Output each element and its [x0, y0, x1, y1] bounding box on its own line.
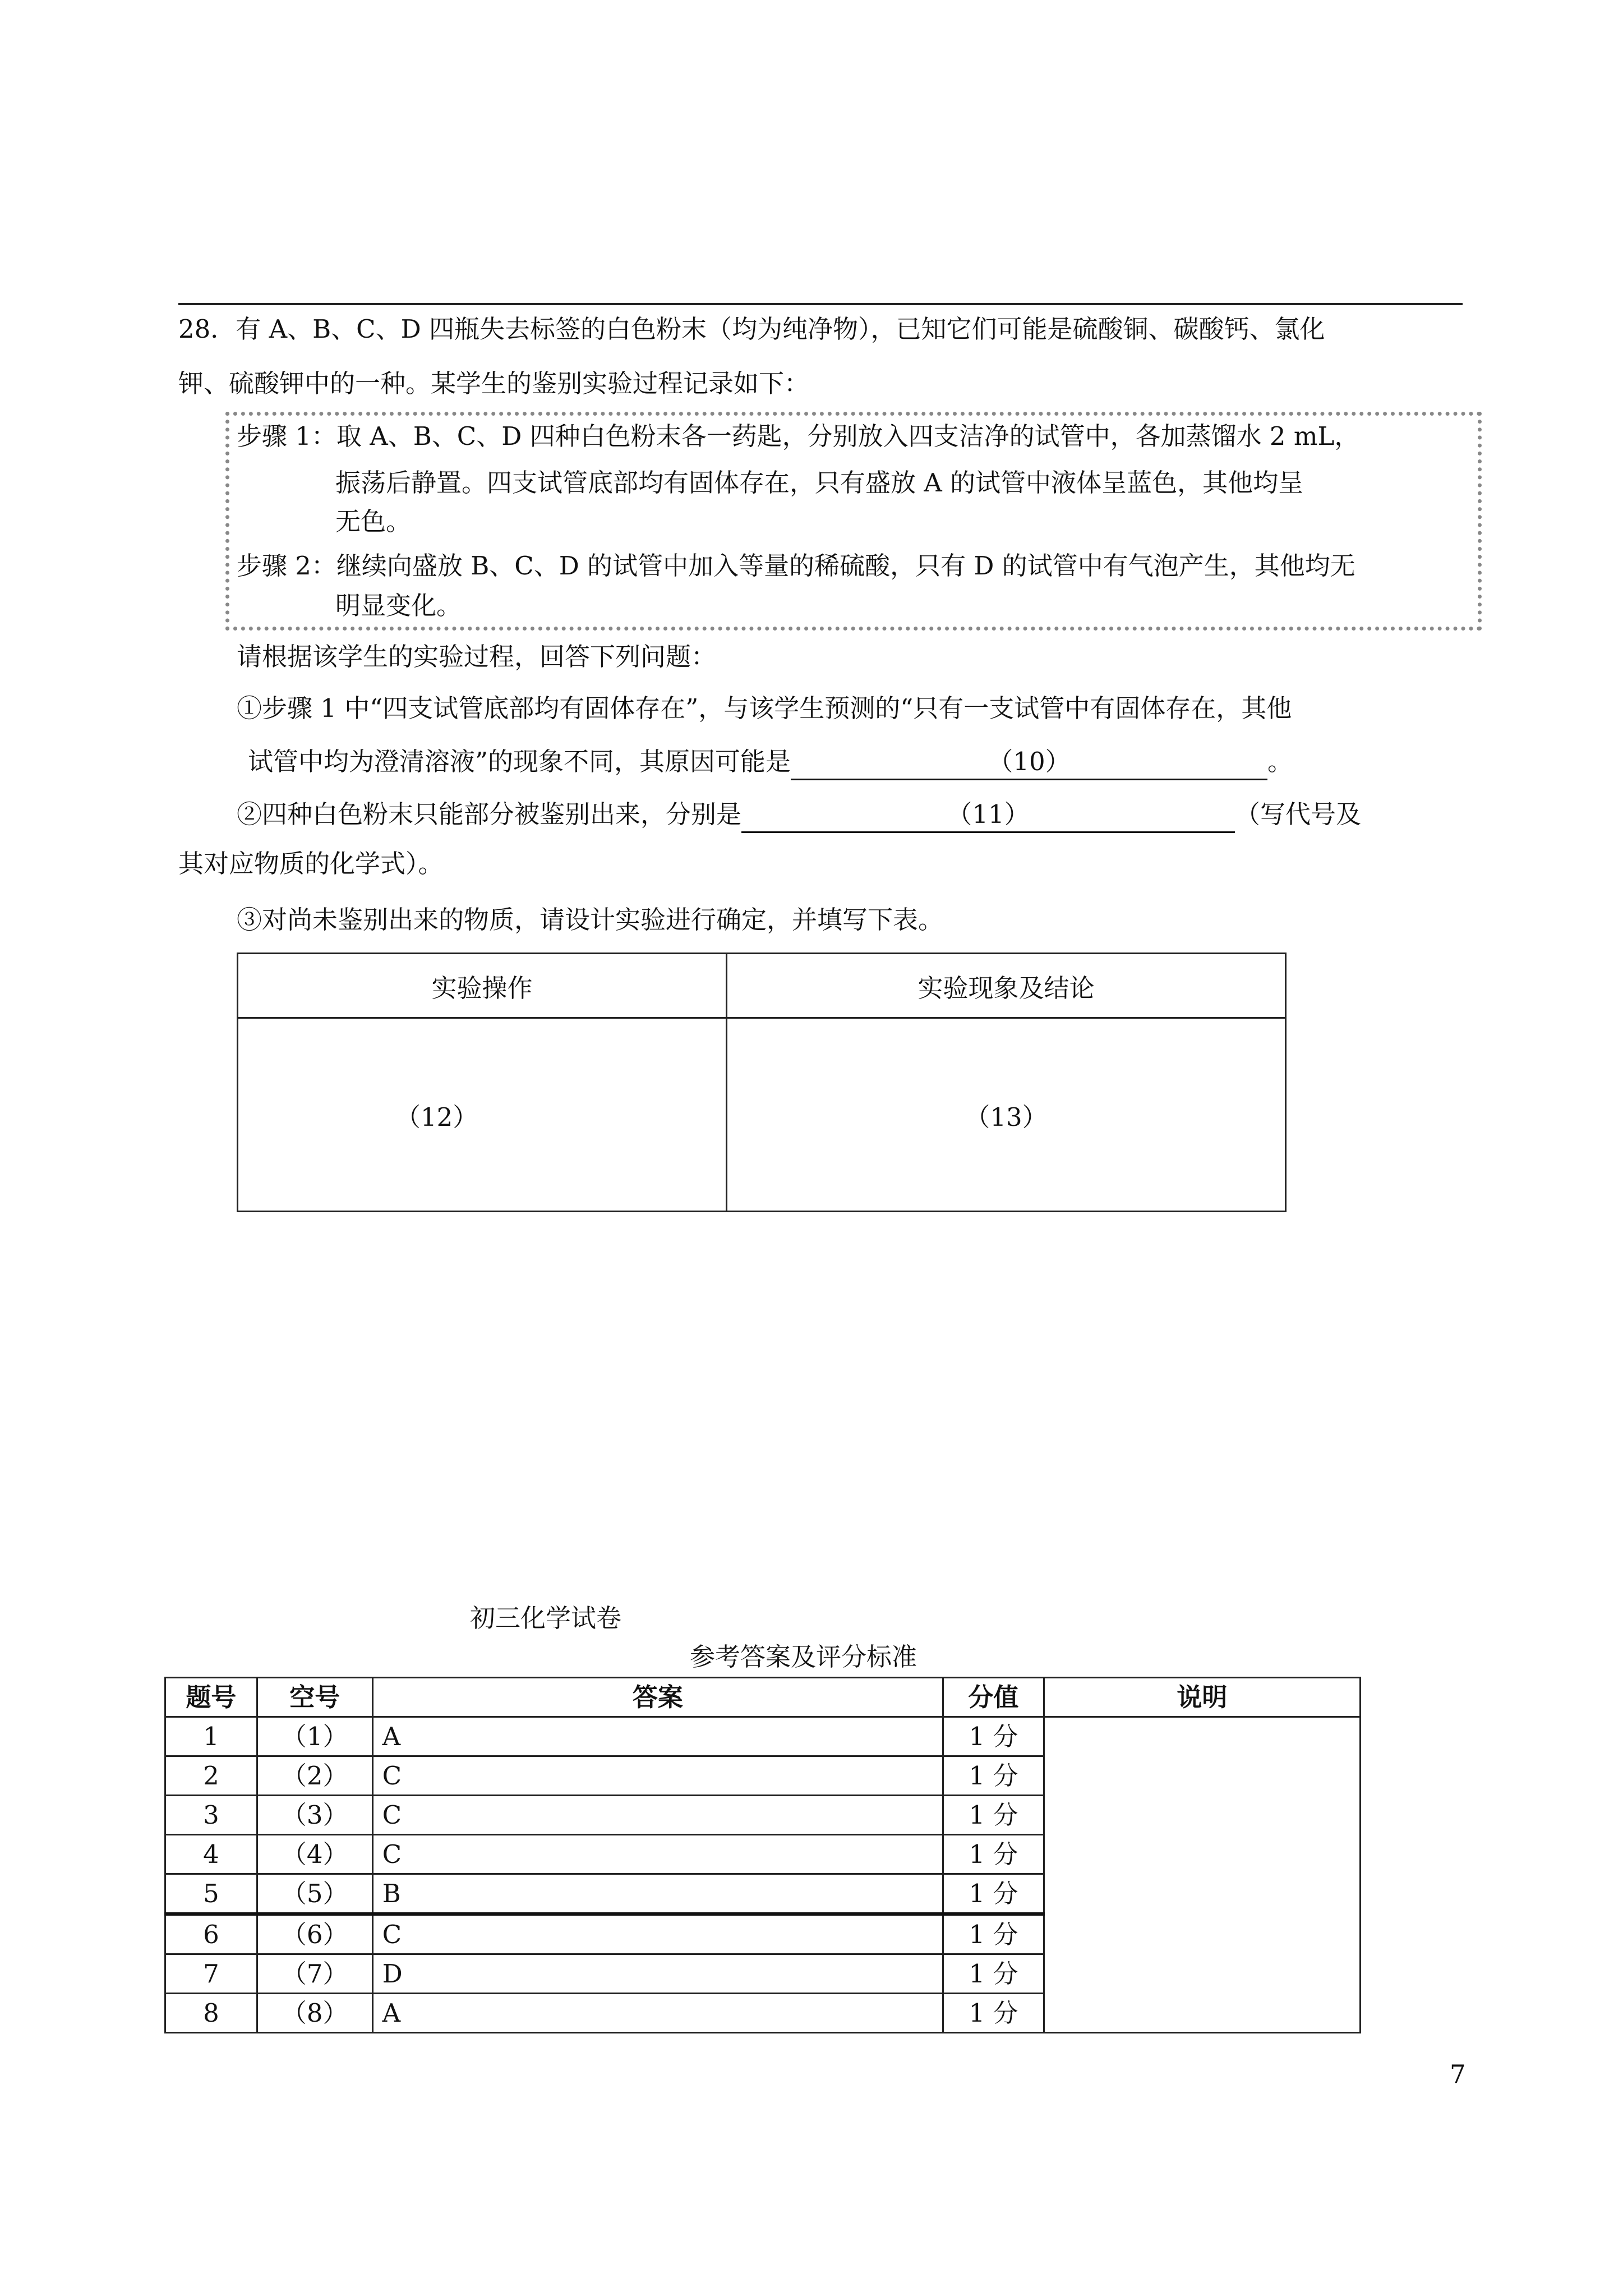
subquestion-2-end: （写代号及	[1235, 799, 1362, 829]
answer-cell: B	[372, 1874, 943, 1915]
answer-cell-13[interactable]: （13）	[727, 1018, 1286, 1212]
page-number: 7	[1450, 2059, 1466, 2089]
notes-cell	[1044, 1717, 1360, 2033]
experiment-design-table	[237, 953, 1287, 1212]
score-cell: 1 分	[943, 1717, 1044, 1756]
header-blank-number: 空号	[257, 1678, 372, 1717]
step2-line1: 步骤 2：继续向盛放 B、C、D 的试管中加入等量的稀硫酸，只有 D 的试管中有气泡产生，其他均无	[237, 551, 1355, 581]
header-answer: 答案	[372, 1678, 943, 1717]
blank-number-cell: （1）	[257, 1717, 372, 1756]
score-cell: 1 分	[943, 1756, 1044, 1796]
subquestion-2-line1	[237, 798, 1361, 833]
blank-number-cell: （8）	[257, 1994, 372, 2033]
subquestion-2-text: ②四种白色粉末只能部分被鉴别出来，分别是	[237, 799, 742, 829]
score-cell: 1 分	[943, 1954, 1044, 1994]
answer-table-header-row	[165, 1678, 1361, 1717]
answer-cell: D	[372, 1954, 943, 1994]
answer-cell: A	[372, 1717, 943, 1756]
answer-key-table	[164, 1677, 1361, 2033]
subquestion-1-line2	[248, 745, 1293, 780]
answer-cell: C	[372, 1796, 943, 1835]
table-header-result: 实验现象及结论	[727, 954, 1286, 1018]
step2-line2: 明显变化。	[335, 591, 462, 620]
question-number-cell: 7	[165, 1954, 257, 1994]
header-question-number: 题号	[165, 1678, 257, 1717]
answer-blank-11[interactable]: （11）	[741, 798, 1235, 833]
subquestion-3: ③对尚未鉴别出来的物质，请设计实验进行确定，并填写下表。	[237, 905, 944, 935]
answer-cell-12[interactable]: （12）	[238, 1018, 727, 1212]
blank-number-cell: （3）	[257, 1796, 372, 1835]
question-number-cell: 3	[165, 1796, 257, 1835]
step1-line3: 无色。	[335, 507, 412, 536]
question-intro-line2: 钾、硫酸钾中的一种。某学生的鉴别实验过程记录如下：	[178, 369, 810, 398]
answer-blank-10[interactable]: （10）	[791, 745, 1267, 780]
question-number-cell: 2	[165, 1756, 257, 1796]
subquestion-2-line2: 其对应物质的化学式）。	[178, 849, 444, 878]
blank-number-cell: （5）	[257, 1874, 372, 1915]
question-intro-line1: 28．有 A、B、C、D 四瓶失去标签的白色粉末（均为纯净物），已知它们可能是硫酸铜、碳酸钙、氯化	[178, 314, 1325, 344]
table-header-operation: 实验操作	[238, 954, 727, 1018]
header-notes: 说明	[1044, 1678, 1360, 1717]
question-number-cell: 4	[165, 1835, 257, 1874]
answer-cell: C	[372, 1914, 943, 1954]
blank-number-cell: （6）	[257, 1914, 372, 1954]
header-rule	[178, 303, 1463, 305]
blank-number-cell: （4）	[257, 1835, 372, 1874]
subquestion-1-text: 试管中均为澄清溶液”的现象不同，其原因可能是	[248, 747, 791, 776]
question-number-cell: 5	[165, 1874, 257, 1915]
question-number-cell: 1	[165, 1717, 257, 1756]
exam-title: 初三化学试卷	[470, 1603, 622, 1633]
score-cell: 1 分	[943, 1835, 1044, 1874]
score-cell: 1 分	[943, 1994, 1044, 2033]
subquestion-1-end: 。	[1267, 747, 1293, 776]
answer-cell: C	[372, 1756, 943, 1796]
step1-line2: 振荡后静置。四支试管底部均有固体存在，只有盛放 A 的试管中液体呈蓝色，其他均呈	[335, 468, 1304, 498]
header-score: 分值	[943, 1678, 1044, 1717]
blank-number-cell: （7）	[257, 1954, 372, 1994]
score-cell: 1 分	[943, 1874, 1044, 1915]
answer-cell: C	[372, 1835, 943, 1874]
answer-key-subtitle: 参考答案及评分标准	[690, 1642, 917, 1672]
answer-cell: A	[372, 1994, 943, 2033]
step1-line1: 步骤 1：取 A、B、C、D 四种白色粉末各一药匙，分别放入四支洁净的试管中，各加蒸馏水 2 mL，	[237, 421, 1360, 451]
table-row	[165, 1717, 1361, 1756]
question-prompt: 请根据该学生的实验过程，回答下列问题：	[237, 642, 717, 671]
blank-number-cell: （2）	[257, 1756, 372, 1796]
score-cell: 1 分	[943, 1914, 1044, 1954]
score-cell: 1 分	[943, 1796, 1044, 1835]
question-number-cell: 6	[165, 1914, 257, 1954]
subquestion-1-line1: ①步骤 1 中“四支试管底部均有固体存在”，与该学生预测的“只有一支试管中有固体存在，其他	[237, 693, 1292, 723]
question-number-cell: 8	[165, 1994, 257, 2033]
